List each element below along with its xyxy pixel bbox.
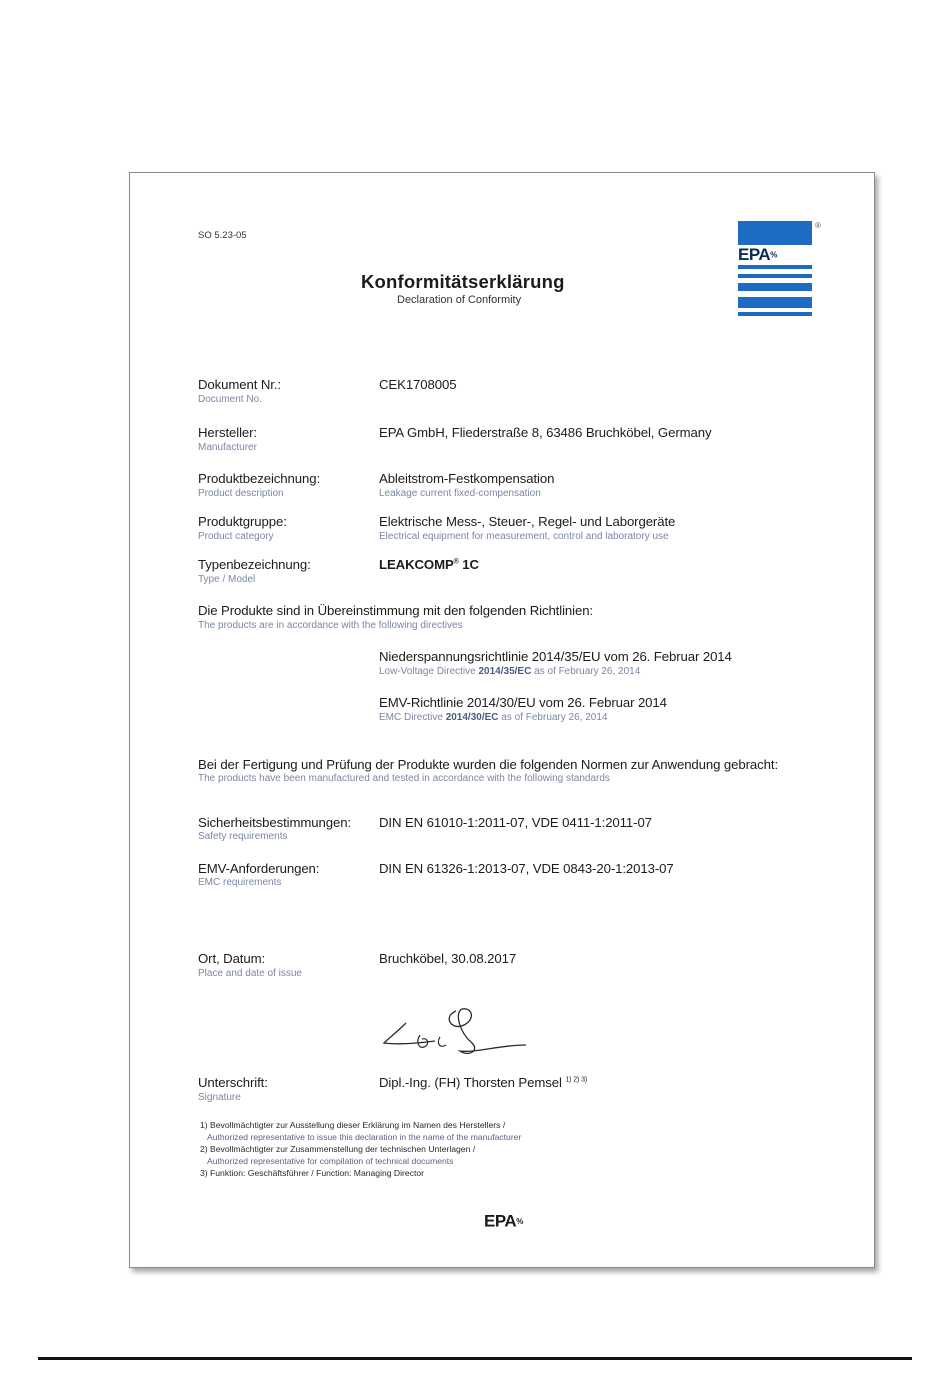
field-value: EPA GmbH, Fliederstraße 8, 63486 Bruchköbel, Germany [379, 425, 712, 440]
place-date-label-en: Place and date of issue [198, 968, 302, 979]
footnote-3: 3) Funktion: Geschäftsführer / Function: Managing Director [200, 1168, 425, 1178]
standard-label-en: Safety requirements [198, 831, 288, 842]
directive-de: Niederspannungsrichtlinie 2014/35/EU vom 26. Februar 2014 [379, 649, 732, 664]
standards-intro-en: The products have been manufactured and tested in accordance with the following standards [198, 773, 610, 784]
field-value: Elektrische Mess-, Steuer-, Regel- und Laborgeräte [379, 514, 676, 529]
field-value-en: Electrical equipment for measurement, control and laboratory use [379, 531, 669, 542]
directive-en: Low-Voltage Directive 2014/35/EC as of February 26, 2014 [379, 666, 641, 677]
field-label-en: Document No. [198, 394, 262, 405]
field-label-en: Type / Model [198, 574, 256, 585]
field-label: Produktbezeichnung: [198, 471, 321, 486]
directives-intro: Die Produkte sind in Übereinstimmung mit den folgenden Richtlinien: [198, 603, 593, 618]
field-label: Dokument Nr.: [198, 377, 281, 392]
handwritten-signature [380, 1003, 530, 1065]
footnote-1-en: Authorized representative to issue this declaration in the name of the manufacturer [207, 1132, 522, 1142]
registered-mark: ® [815, 221, 821, 230]
field-label: Typenbezeichnung: [198, 557, 311, 572]
directive-de: EMV-Richtlinie 2014/30/EU vom 26. Februar 2014 [379, 695, 667, 710]
field-value: CEK1708005 [379, 377, 457, 392]
standard-label: Sicherheitsbestimmungen: [198, 815, 351, 830]
signature-label-en: Signature [198, 1092, 241, 1103]
field-label-en: Manufacturer [198, 442, 257, 453]
footer-epa-logo: EPA% [484, 1211, 523, 1231]
footnote-2: 2) Bevollmächtigter zur Zusammenstellung der technischen Unterlagen / [200, 1144, 476, 1154]
field-value-en: Leakage current fixed-compensation [379, 488, 541, 499]
field-value: Ableitstrom-Festkompensation [379, 471, 555, 486]
signatory-name: Dipl.-Ing. (FH) Thorsten Pemsel $^{1) 2) 3)}$ [379, 1075, 588, 1090]
place-date-value: Bruchköbel, 30.08.2017 [379, 951, 517, 966]
standard-label: EMV-Anforderungen: [198, 861, 320, 876]
footnote-1: 1) Bevollmächtigter zur Ausstellung dieser Erklärung im Namen des Herstellers / [200, 1120, 506, 1130]
directives-intro-en: The products are in accordance with the following directives [198, 620, 463, 631]
place-date-label: Ort, Datum: [198, 951, 266, 966]
field-label-en: Product category [198, 531, 274, 542]
declaration-sheet [129, 172, 875, 1268]
field-label: Hersteller: [198, 425, 257, 440]
signature-label: Unterschrift: [198, 1075, 268, 1090]
standards-intro: Bei der Fertigung und Prüfung der Produkte wurden die folgenden Normen zur Anwendung gebracht: [198, 757, 779, 772]
page-subtitle: Declaration of Conformity [397, 294, 522, 306]
page-title: Konformitätserklärung [361, 271, 565, 292]
field-label-en: Product description [198, 488, 284, 499]
epa-logo [738, 221, 821, 317]
directive-en: EMC Directive 2014/30/EC as of February 26, 2014 [379, 712, 608, 723]
footnote-2-en: Authorized representative for compilation of technical documents [207, 1156, 454, 1166]
standard-value: DIN EN 61326-1:2013-07, VDE 0843-20-1:2013-07 [379, 861, 674, 876]
standard-label-en: EMC requirements [198, 877, 282, 888]
logo-text: EPA% [738, 245, 777, 264]
model-value: LEAKCOMP® 1C [379, 557, 479, 572]
page-bottom-rule [38, 1357, 912, 1360]
field-label: Produktgruppe: [198, 514, 287, 529]
document-code: SO 5.23-05 [198, 230, 247, 241]
standard-value: DIN EN 61010-1:2011-07, VDE 0411-1:2011-07 [379, 815, 652, 830]
